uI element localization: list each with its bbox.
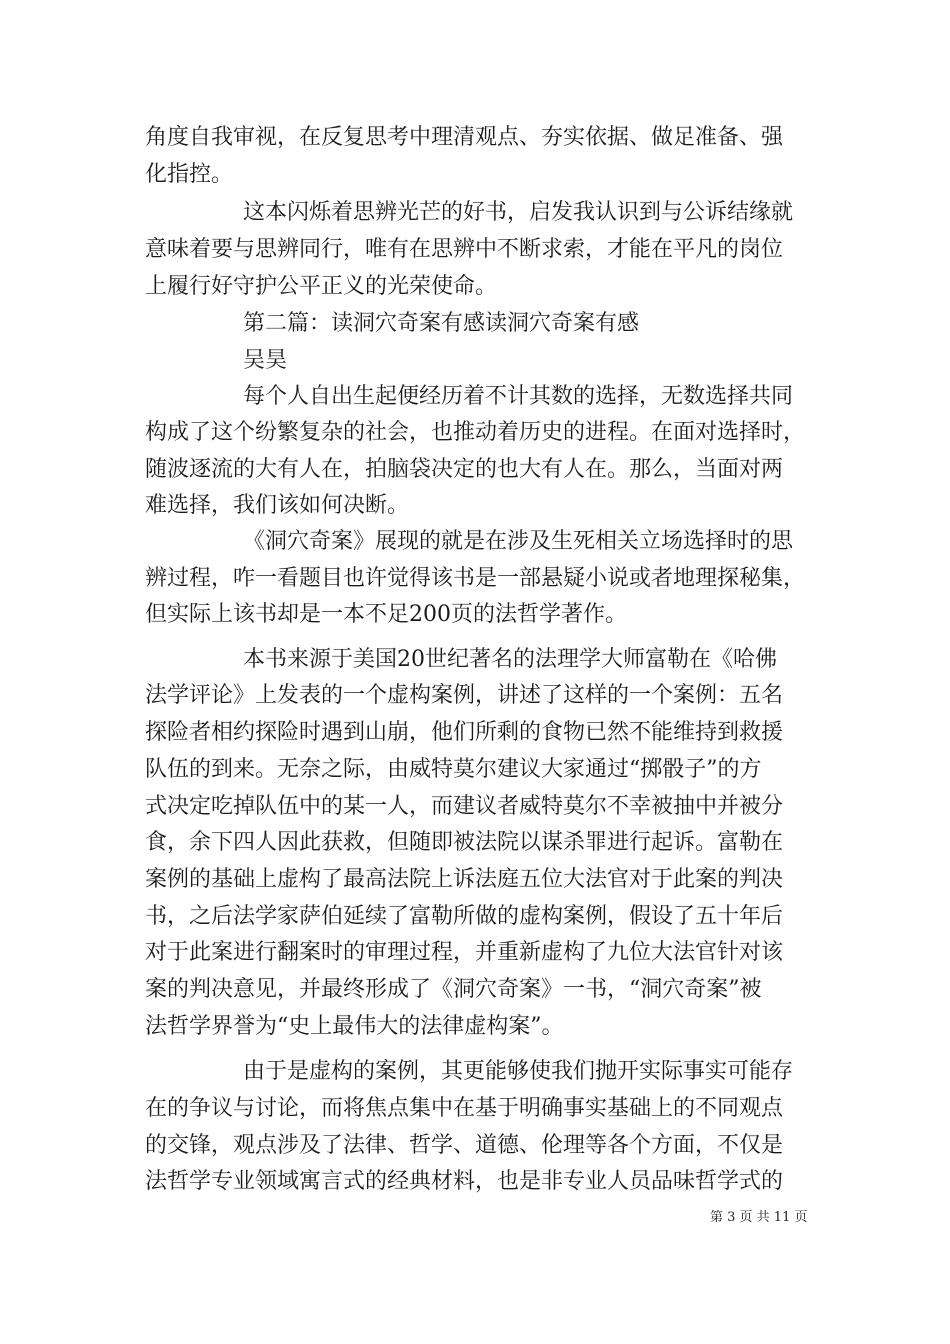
text-line: 法学评论》上发表的一个虚构案例，讲述了这样的一个案例：五名	[145, 683, 784, 708]
text-line: 但实际上该书却是一本不足200页的法哲学著作。	[145, 602, 627, 627]
text-line: 每个人自出生起便经历着不计其数的选择，无数选择共同	[243, 384, 794, 409]
text-line: 《洞穴奇案》展现的就是在涉及生死相关立场选择时的思	[243, 529, 794, 554]
text-line: 上履行好守护公平正义的光荣使命。	[145, 274, 498, 299]
text-line: 辨过程，咋一看题目也许觉得该书是一部悬疑小说或者地理探秘集，	[145, 566, 806, 591]
text-line: 对于此案进行翻案时的审理过程，并重新虚构了九位大法官针对该	[145, 940, 784, 965]
text-line: 探险者相约探险时遇到山崩，他们所剩的食物已然不能维持到救援	[145, 720, 784, 745]
text-line: 角度自我审视，在反复思考中理清观点、夯实依据、做足准备、强	[145, 125, 784, 150]
text-line: 意味着要与思辨同行，唯有在思辨中不断求索，才能在平凡的岗位	[145, 237, 784, 262]
text-line: 难选择，我们该如何决断。	[145, 493, 410, 518]
text-line: 案的判决意见，并最终形成了《洞穴奇案》一书，“洞穴奇案”被	[145, 977, 762, 1002]
text-line: 随波逐流的大有人在，拍脑袋决定的也大有人在。那么，当面对两	[145, 457, 784, 482]
page-footer: 第 3 页 共 11 页	[710, 1210, 808, 1225]
text-line: 书，之后法学家萨伯延续了富勒所做的虚构案例，假设了五十年后	[145, 904, 784, 929]
text-line: 的交锋，观点涉及了法律、哲学、道德、伦理等各个方面，不仅是	[145, 1133, 784, 1158]
text-line: 法哲学界誉为“史上最伟大的法律虚构案”。	[145, 1014, 564, 1039]
text-line: 案例的基础上虚构了最高法院上诉法庭五位大法官对于此案的判决	[145, 867, 784, 892]
text-line: 食，余下四人因此获救，但随即被法院以谋杀罪进行起诉。富勒在	[145, 830, 784, 855]
section-heading: 第二篇：读洞穴奇案有感读洞穴奇案有感	[243, 311, 640, 336]
text-line: 法哲学专业领域寓言式的经典材料，也是非专业人员品味哲学式的	[145, 1169, 784, 1194]
text-line: 本书来源于美国20世纪著名的法理学大师富勒在《哈佛	[243, 647, 777, 672]
text-line: 这本闪烁着思辨光芒的好书，启发我认识到与公诉结缘就	[243, 200, 794, 225]
text-line: 化指控。	[145, 162, 234, 187]
text-line: 式决定吃掉队伍中的某一人，而建议者威特莫尔不幸被抽中并被分	[145, 794, 784, 819]
text-line: 在的争议与讨论，而将焦点集中在基于明确事实基础上的不同观点	[145, 1096, 784, 1121]
text-line: 构成了这个纷繁复杂的社会，也推动着历史的进程。在面对选择时，	[145, 420, 806, 445]
text-line: 队伍的到来。无奈之际，由威特莫尔建议大家通过“掷骰子”的方	[145, 757, 762, 782]
text-line: 由于是虚构的案例，其更能够使我们抛开实际事实可能存	[243, 1059, 794, 1084]
author-name: 吴昊	[243, 348, 288, 373]
